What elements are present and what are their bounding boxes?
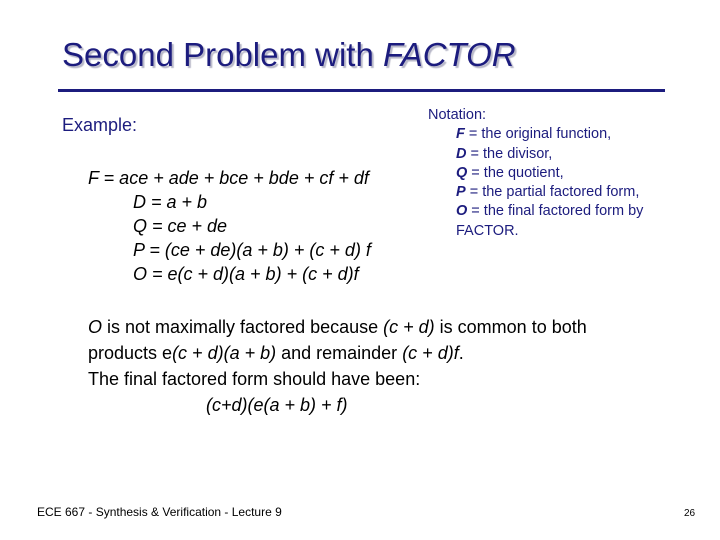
notation-block <box>428 106 643 241</box>
slide-title <box>62 36 516 74</box>
explanation-line-3: The final factored form should have been: <box>88 369 421 389</box>
explanation-line-1: O is not maximally factored because (c + d) is common to both <box>88 317 587 337</box>
title-divider <box>58 89 665 92</box>
explanation-block <box>88 314 587 418</box>
title-emphasis: FACTOR <box>383 36 516 73</box>
notation-item: P = the partial factored form, <box>456 184 640 201</box>
notation-heading: Notation: <box>428 107 487 123</box>
equation-q: Q = ce + de <box>133 216 228 236</box>
notation-item: D = the divisor, <box>456 145 553 162</box>
equation-d: D = a + b <box>133 192 208 212</box>
equation-o: O = e(c + d)(a + b) + (c + d)f <box>133 264 359 284</box>
notation-item: Q = the quotient, <box>456 164 564 181</box>
notation-continuation: FACTOR. <box>456 222 519 239</box>
notation-item: O = the final factored form by <box>456 203 644 220</box>
equation-f: F = ace + ade + bce + bde + cf + df <box>88 168 369 188</box>
notation-item: F = the original function, <box>456 126 612 143</box>
explanation-line-2: products e(c + d)(a + b) and remainder (c + d)f. <box>88 343 464 363</box>
page-number: 26 <box>684 508 696 519</box>
example-label: Example: <box>62 115 138 135</box>
equation-p: P = (ce + de)(a + b) + (c + d) f <box>133 240 371 260</box>
final-factored-form: (c+d)(e(a + b) + f) <box>206 395 348 415</box>
title-main: Second Problem with <box>62 36 383 73</box>
footer-text: ECE 667 - Synthesis & Verification - Lecture 9 <box>37 505 282 519</box>
